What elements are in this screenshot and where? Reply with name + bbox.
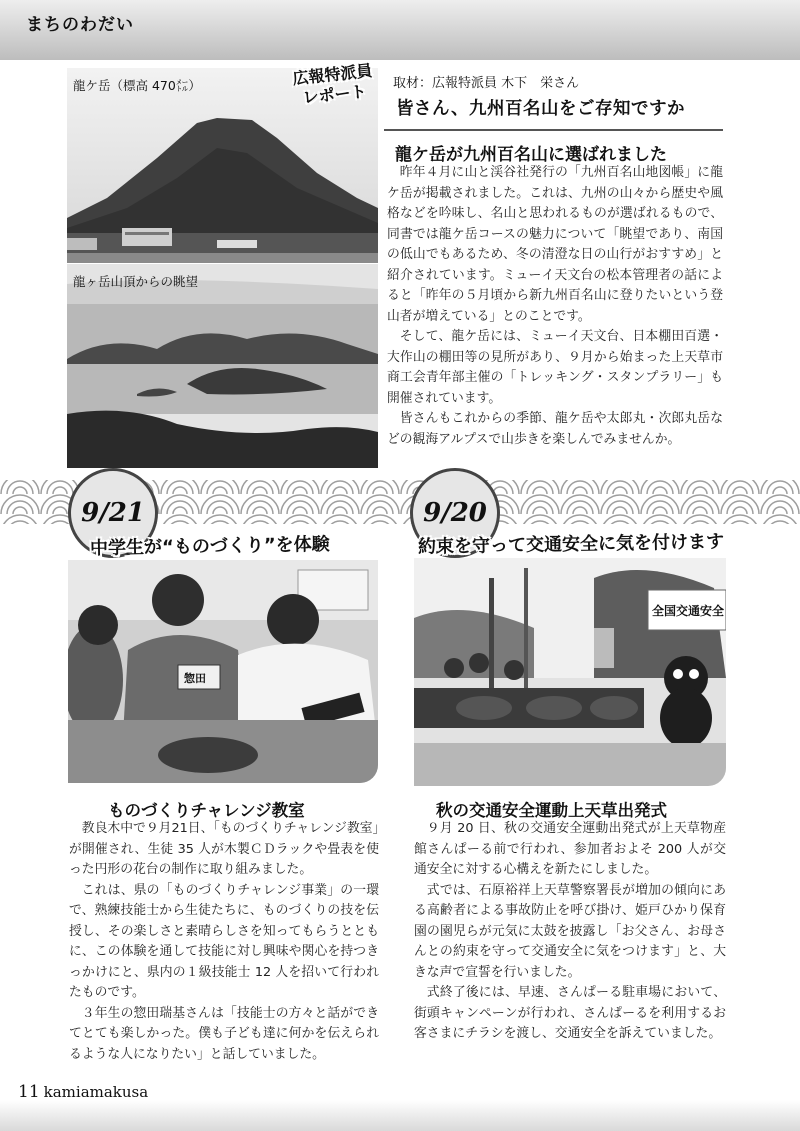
page-number: 11 — [18, 1082, 40, 1102]
main-headline: 皆さん、九州百名山をご存知ですか — [396, 99, 686, 119]
paragraph: 式では、石原裕祥上天草警察署長が増加の傾向にある高齢者による事故防止を呼び掛け、姫戸ひかり保育園の園児らが元気に太鼓を披露し「お父さん、お母さんとの約束を守って交通安全に気をつけます」と、大きな声で宣誓を行いました。 — [414, 882, 726, 980]
section-title: まちのわだい — [26, 15, 134, 35]
summit-view-caption: 龍ヶ岳山頂からの眺望 — [73, 274, 199, 289]
byline: 取材：広報特派員 木下 栄さん — [393, 76, 580, 91]
paragraph: 昨年４月に山と渓谷社発行の「九州百名山地図帳」に龍ケ岳が掲載されました。これは、九州の山々から歴史や風格などを吟味し、名山と思われるものが選ばれるもので、同書では龍ケ岳コースの魅力について「眺望であり、南国の低山でもあるため、冬の清澄な日の山行がおすすめ」と紹介されています。ミューイ天文台の松本管理者の話によると「昨年の５月頃から新九州百名山に登りたいという登山者が増えている」とのことです。 — [387, 165, 723, 324]
banner-text: 全国交通安全 — [652, 604, 725, 618]
left-ribbon-title: 中学生が“ものづくり”を体験 — [89, 533, 330, 560]
traffic-safety-photo — [414, 558, 726, 786]
sub-headline: 龍ケ岳が九州百名山に選ばれました — [395, 145, 667, 165]
right-ribbon-title: 約束を守って交通安全に気を付けます — [417, 531, 725, 558]
paragraph: 皆さんもこれからの季節、龍ケ岳や太郎丸・次郎丸岳などの観海アルプスで山歩きを楽しんでみませんか。 — [387, 411, 723, 447]
right-article-body — [414, 819, 726, 1045]
publication-name: kamiamakusa — [43, 1083, 149, 1101]
date-badge-right: 9/20 — [410, 468, 500, 558]
date-badge-left: 9/21 — [68, 468, 158, 558]
left-article-body — [69, 819, 379, 1065]
paragraph: そして、龍ケ岳には、ミューイ天文台、日本棚田百選・大作山の棚田等の見所があり、９月から始まった上天草市商工会青年部主催の「トレッキング・スタンプラリー」も開催されています。 — [387, 329, 723, 406]
workshop-photo — [68, 560, 378, 783]
reporter-badge — [284, 60, 384, 118]
right-subheadline: 秋の交通安全運動上天草出発式 — [436, 801, 667, 820]
page-footer — [18, 1082, 148, 1102]
name-tag: 惣田 — [184, 672, 206, 685]
badge-line2: レポート — [301, 81, 368, 108]
headline-divider — [384, 129, 723, 131]
paragraph: これは、県の「ものづくりチャレンジ事業」の一環で、熟練技能士から生徒たちに、ものづくりの技を伝授し、その楽しさと素晴らしさを知ってもらうとともに、この体験を通して技能に対し興味や関心を持つきっかけにと、県内の１級技能士 12 人を招いて行われたものです。 — [69, 882, 379, 1000]
summit-view-photo — [67, 264, 378, 468]
mountain-photo-caption: 龍ケ岳（標高 470㍍） — [73, 78, 201, 93]
paragraph: 式終了後には、早速、さんぱーる駐車場において、街頭キャンペーンが行われ、さんぱーるを利用するお客さまにチラシを渡し、交通安全を訴えていました。 — [414, 985, 726, 1041]
paragraph: 教良木中で９月21日、「ものづくりチャレンジ教室」が開催され、生徒 35 人が木製ＣＤラックや畳表を使った円形の花台の制作に取り組みました。 — [69, 821, 379, 877]
top-article-body — [387, 163, 723, 450]
left-subheadline: ものづくりチャレンジ教室 — [108, 801, 305, 820]
badge-line1: 広報特派員 — [291, 60, 374, 89]
paragraph: ９月 20 日、秋の交通安全運動出発式が上天草物産館さんぱーる前で行われ、参加者およそ 200 人が交通安全に対する心構えを新たにしました。 — [414, 821, 726, 877]
footer-band — [0, 1100, 800, 1131]
paragraph: ３年生の惣田瑞基さんは「技能士の方々と話ができてとても楽しかった。僕も子ども達に何かを伝えられるような人になりたい」と話していました。 — [69, 1005, 379, 1062]
